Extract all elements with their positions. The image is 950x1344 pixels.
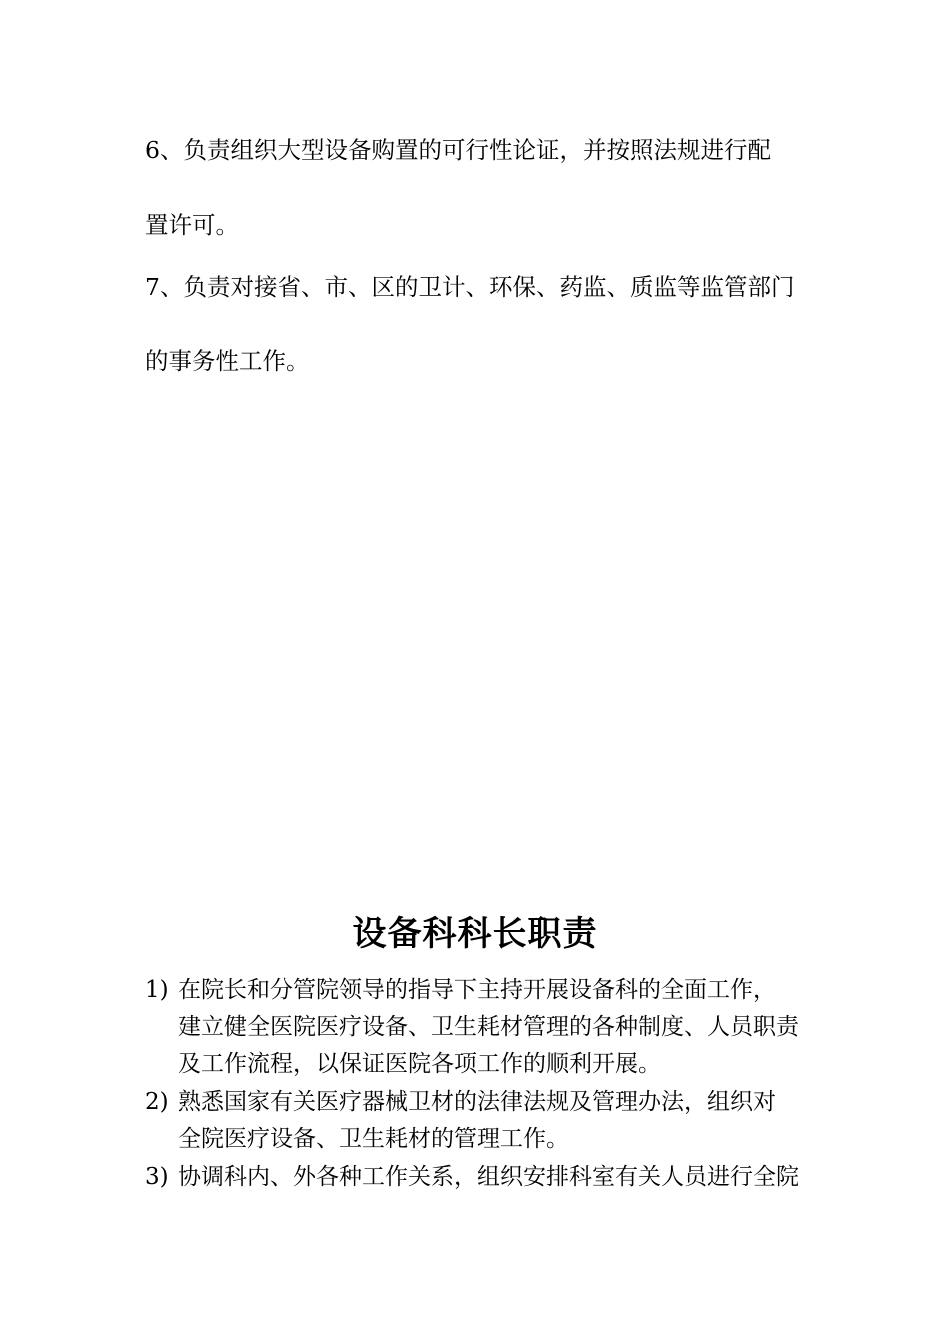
duty-item-line: 全院医疗设备、卫生耗材的管理工作。 [178,1126,569,1152]
item-6-line-1: 6、负责组织大型设备购置的可行性论证，并按照法规进行配 [145,136,771,164]
duty-item-number: 3) [145,1164,169,1190]
duty-item-line: 熟悉国家有关医疗器械卫材的法律法规及管理办法，组织对 [178,1089,776,1115]
duty-item-line: 建立健全医院医疗设备、卫生耗材管理的各种制度、人员职责 [178,1014,799,1040]
duty-item-line: 及工作流程，以保证医院各项工作的顺利开展。 [178,1051,661,1077]
item-7-line-1: 7、负责对接省、市、区的卫计、环保、药监、质监等监管部门 [145,273,795,301]
duty-item-number: 2) [145,1089,169,1115]
duty-item-number: 1) [145,977,169,1003]
item-6-line-2: 置许可。 [145,211,239,239]
item-7-line-2: 的事务性工作。 [145,347,310,375]
duty-item-line: 协调科内、外各种工作关系，组织安排科室有关人员进行全院 [178,1164,799,1190]
section-title: 设备科科长职责 [352,914,598,954]
duty-item-line: 在院长和分管院领导的指导下主持开展设备科的全面工作， [178,977,776,1003]
